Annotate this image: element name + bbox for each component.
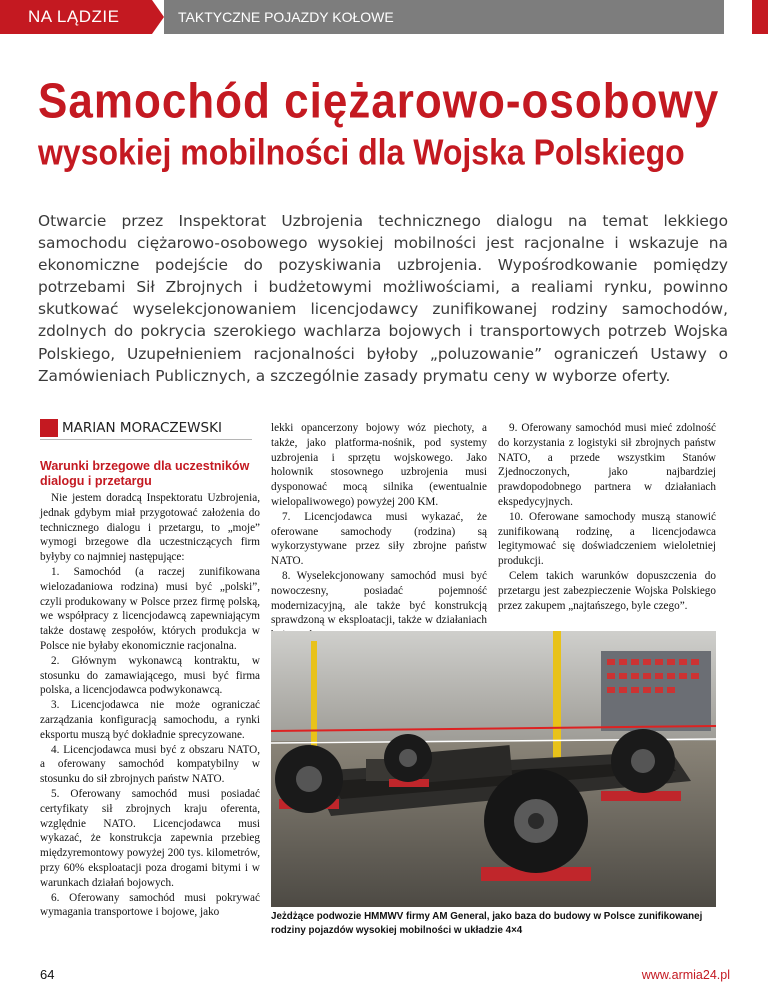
website-link[interactable]: www.armia24.pl: [641, 968, 730, 982]
corner-accent: [752, 0, 768, 34]
author-marker: [40, 419, 58, 437]
subsection-tag: [164, 0, 724, 34]
section-label: NA LĄDZIE: [28, 7, 120, 26]
paragraph: 10. Oferowane samochody muszą stanowić zunifikowaną rodzinę, a licencjodawca legitymować się doświadczeniem wieloletniej produkcji.: [498, 510, 716, 568]
section-tag: [0, 0, 152, 34]
text-column-3: [498, 421, 716, 613]
paragraph: lekki opancerzony bojowy wóz piechoty, a także, jako platforma-nośnik, pod systemy uzbrojenia i sprzętu wojskowego. Jako holownik stosownego uzbrojenia musi dysponować mocą silnika (ewentualnie wielopaliwowego) powyżej 200 KM.: [271, 422, 487, 508]
paragraph: 5. Oferowany samochód musi posiadać certyfikaty sił zbrojnych kraju oferenta, względnie NATO. Licencjodawca musi wykazać, że konstrukcja zapewnia przebieg międzyremontowy powyżej 200 tys. kilometrów, przy 60% eksploatacji poza drogami bitymi i w warunkach działań bojowych.: [40, 787, 260, 889]
paragraph: 3. Licencjodawca nie może ograniczać zarządzania konfiguracją samochodu, a rynki eksportu muszą być dokładnie sprecyzowane.: [40, 699, 260, 741]
paragraph: 8. Wyselekcjonowany samochód musi być nowoczesny, posiadać pojemność modernizacyjną, ale także być konstrukcją sprawdzoną w eksploatacji, także w działaniach: [271, 569, 487, 627]
paragraph: 1. Samochód (a raczej zunifikowana wielozadaniowa rodzina) musi być „polski”, czyli produkowany w Polsce przez firmę polską, we współpracy z licencjodawcą zapewniającym także dostawę zespołów, których produkcja w Polsce nie byłaby ekonomicznie racjonalna.: [40, 565, 260, 652]
photo-caption: Jeżdżące podwozie HMMWV firmy AM General, jako baza do budowy w Polsce zunifikowanej rodziny pojazdów wysokiej mobilności w układzie 4×4: [271, 911, 703, 936]
text-column-2: [271, 421, 487, 643]
paragraph: 2. Głównym wykonawcą kontraktu, w stosunku do zamawiającego, musi być firma polska, a licencjodawca podwykonawcą.: [40, 654, 260, 697]
paragraph: 6. Oferowany samochód musi pokrywać wymagania transportowe i bojowe, jako: [40, 891, 260, 919]
paragraph: 9. Oferowany samochód musi mieć zdolność do korzystania z logistyki sił zbrojnych państw NATO, a przede wszystkim Stanów Zjednoczonych, jako najbardziej prawdopodobnego partnera w działaniach ekspedycyjnych.: [498, 422, 716, 508]
paragraph: 4. Licencjodawca musi być z obszaru NATO, a oferowany samochód kompatybilny w stosunku do sił zbrojnych państw NATO.: [40, 743, 260, 786]
paragraph: Celem takich warunków dopuszczenia do przetargu jest zabezpieczenie Wojska Polskiego przez zakupem „najtańszego, byle czego”.: [498, 569, 716, 612]
section-header: [0, 0, 768, 34]
section-subheading: Warunki brzegowe dla uczestników dialogu i przetargu: [40, 459, 250, 488]
text-column-1: [40, 491, 260, 920]
paragraph: Nie jestem doradcą Inspektoratu Uzbrojenia, jednak gdybym miał przygotować założenia do technicznego dialogu i przetargu, to „moje” wymogi brzegowe dla uczestniczących firm byłyby co najmniej następujące:: [40, 492, 260, 564]
page-number: 64: [40, 967, 55, 982]
author-divider: [40, 439, 252, 440]
subsection-label: TAKTYCZNE POJAZDY KOŁOWE: [178, 9, 394, 25]
author-name: MARIAN MORACZEWSKI: [62, 420, 222, 436]
article-title-line2: wysokiej mobilności dla Wojska Polskiego: [38, 132, 685, 173]
article-lead: Otwarcie przez Inspektorat Uzbrojenia technicznego dialogu na temat lekkiego samochodu ciężarowo-osobowego wysokiej mobilności jest racjonalne i wskazuje na ekonomiczne podejście do pozyskiwania uzbrojenia. Wypośrodkowanie pomiędzy potrzebami Sił Zbrojnych i budżetowymi możliwościami, a realiami rynku, powinno skutkować wyselekcjonowaniem licencjodawcy zunifikowanej rodziny samochodów, zdolnych do pokrycia szerokiego wachlarza bojowych i transportowych potrzeb Wojska Polskiego, Uzupełnieniem racjonalności byłoby „poluzowanie” ograniczeń Ustawy o Zamówieniach Publicznych, a szczególnie zasady prymatu ceny w wyborze oferty.: [38, 212, 728, 385]
hmmwv-chassis-illustration: [271, 631, 716, 907]
article-title-line1: Samochód ciężarowo-osobowy: [38, 74, 720, 129]
author-block: [40, 419, 252, 441]
article-photo: [271, 631, 716, 907]
section-tag-arrow: [152, 0, 164, 34]
paragraph: 7. Licencjodawca musi wykazać, że oferowane samochody (rodzina) są wykorzystywane przez siły zbrojne państw NATO.: [271, 510, 487, 568]
